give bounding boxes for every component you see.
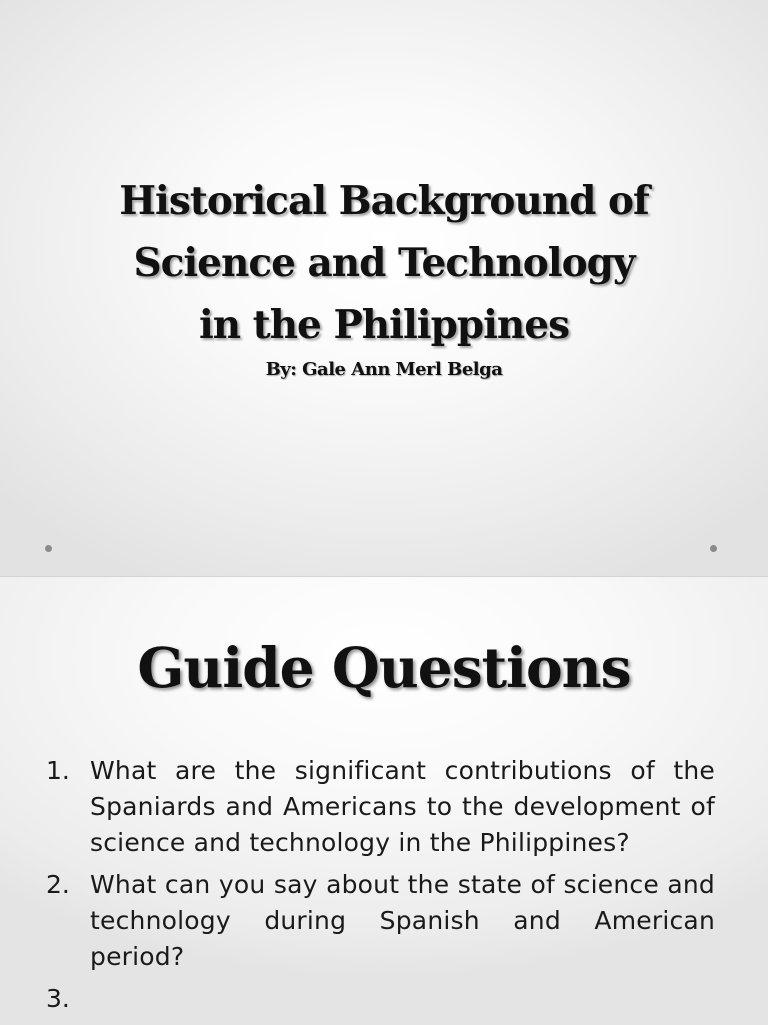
list-item-number: 1.: [46, 756, 70, 785]
title-line-2: Science and Technology: [133, 240, 635, 286]
title-line-3: in the Philippines: [198, 302, 570, 348]
title-line-1: Historical Background of: [119, 178, 649, 224]
list-item-number: 3.: [46, 984, 70, 1013]
list-item-text: What are the significant contributions of the Spaniards and Americans to the development of science and technology in the Philippines?: [90, 756, 715, 857]
question-list: [40, 753, 715, 1013]
list-item-number: 2.: [46, 870, 70, 899]
decorative-dot-right: [710, 545, 717, 552]
list-item: [40, 867, 715, 975]
author-byline: By: Gale Ann Merl Belga: [265, 359, 503, 380]
decorative-dot-left: [45, 545, 52, 552]
guide-questions-slide: [0, 576, 768, 1025]
list-item: [40, 753, 715, 861]
slide-title: [40, 170, 728, 356]
list-item-text: What can you say about the state of science and technology during Spanish and American period?: [90, 870, 715, 971]
slide-heading: Guide Questions: [137, 635, 631, 700]
